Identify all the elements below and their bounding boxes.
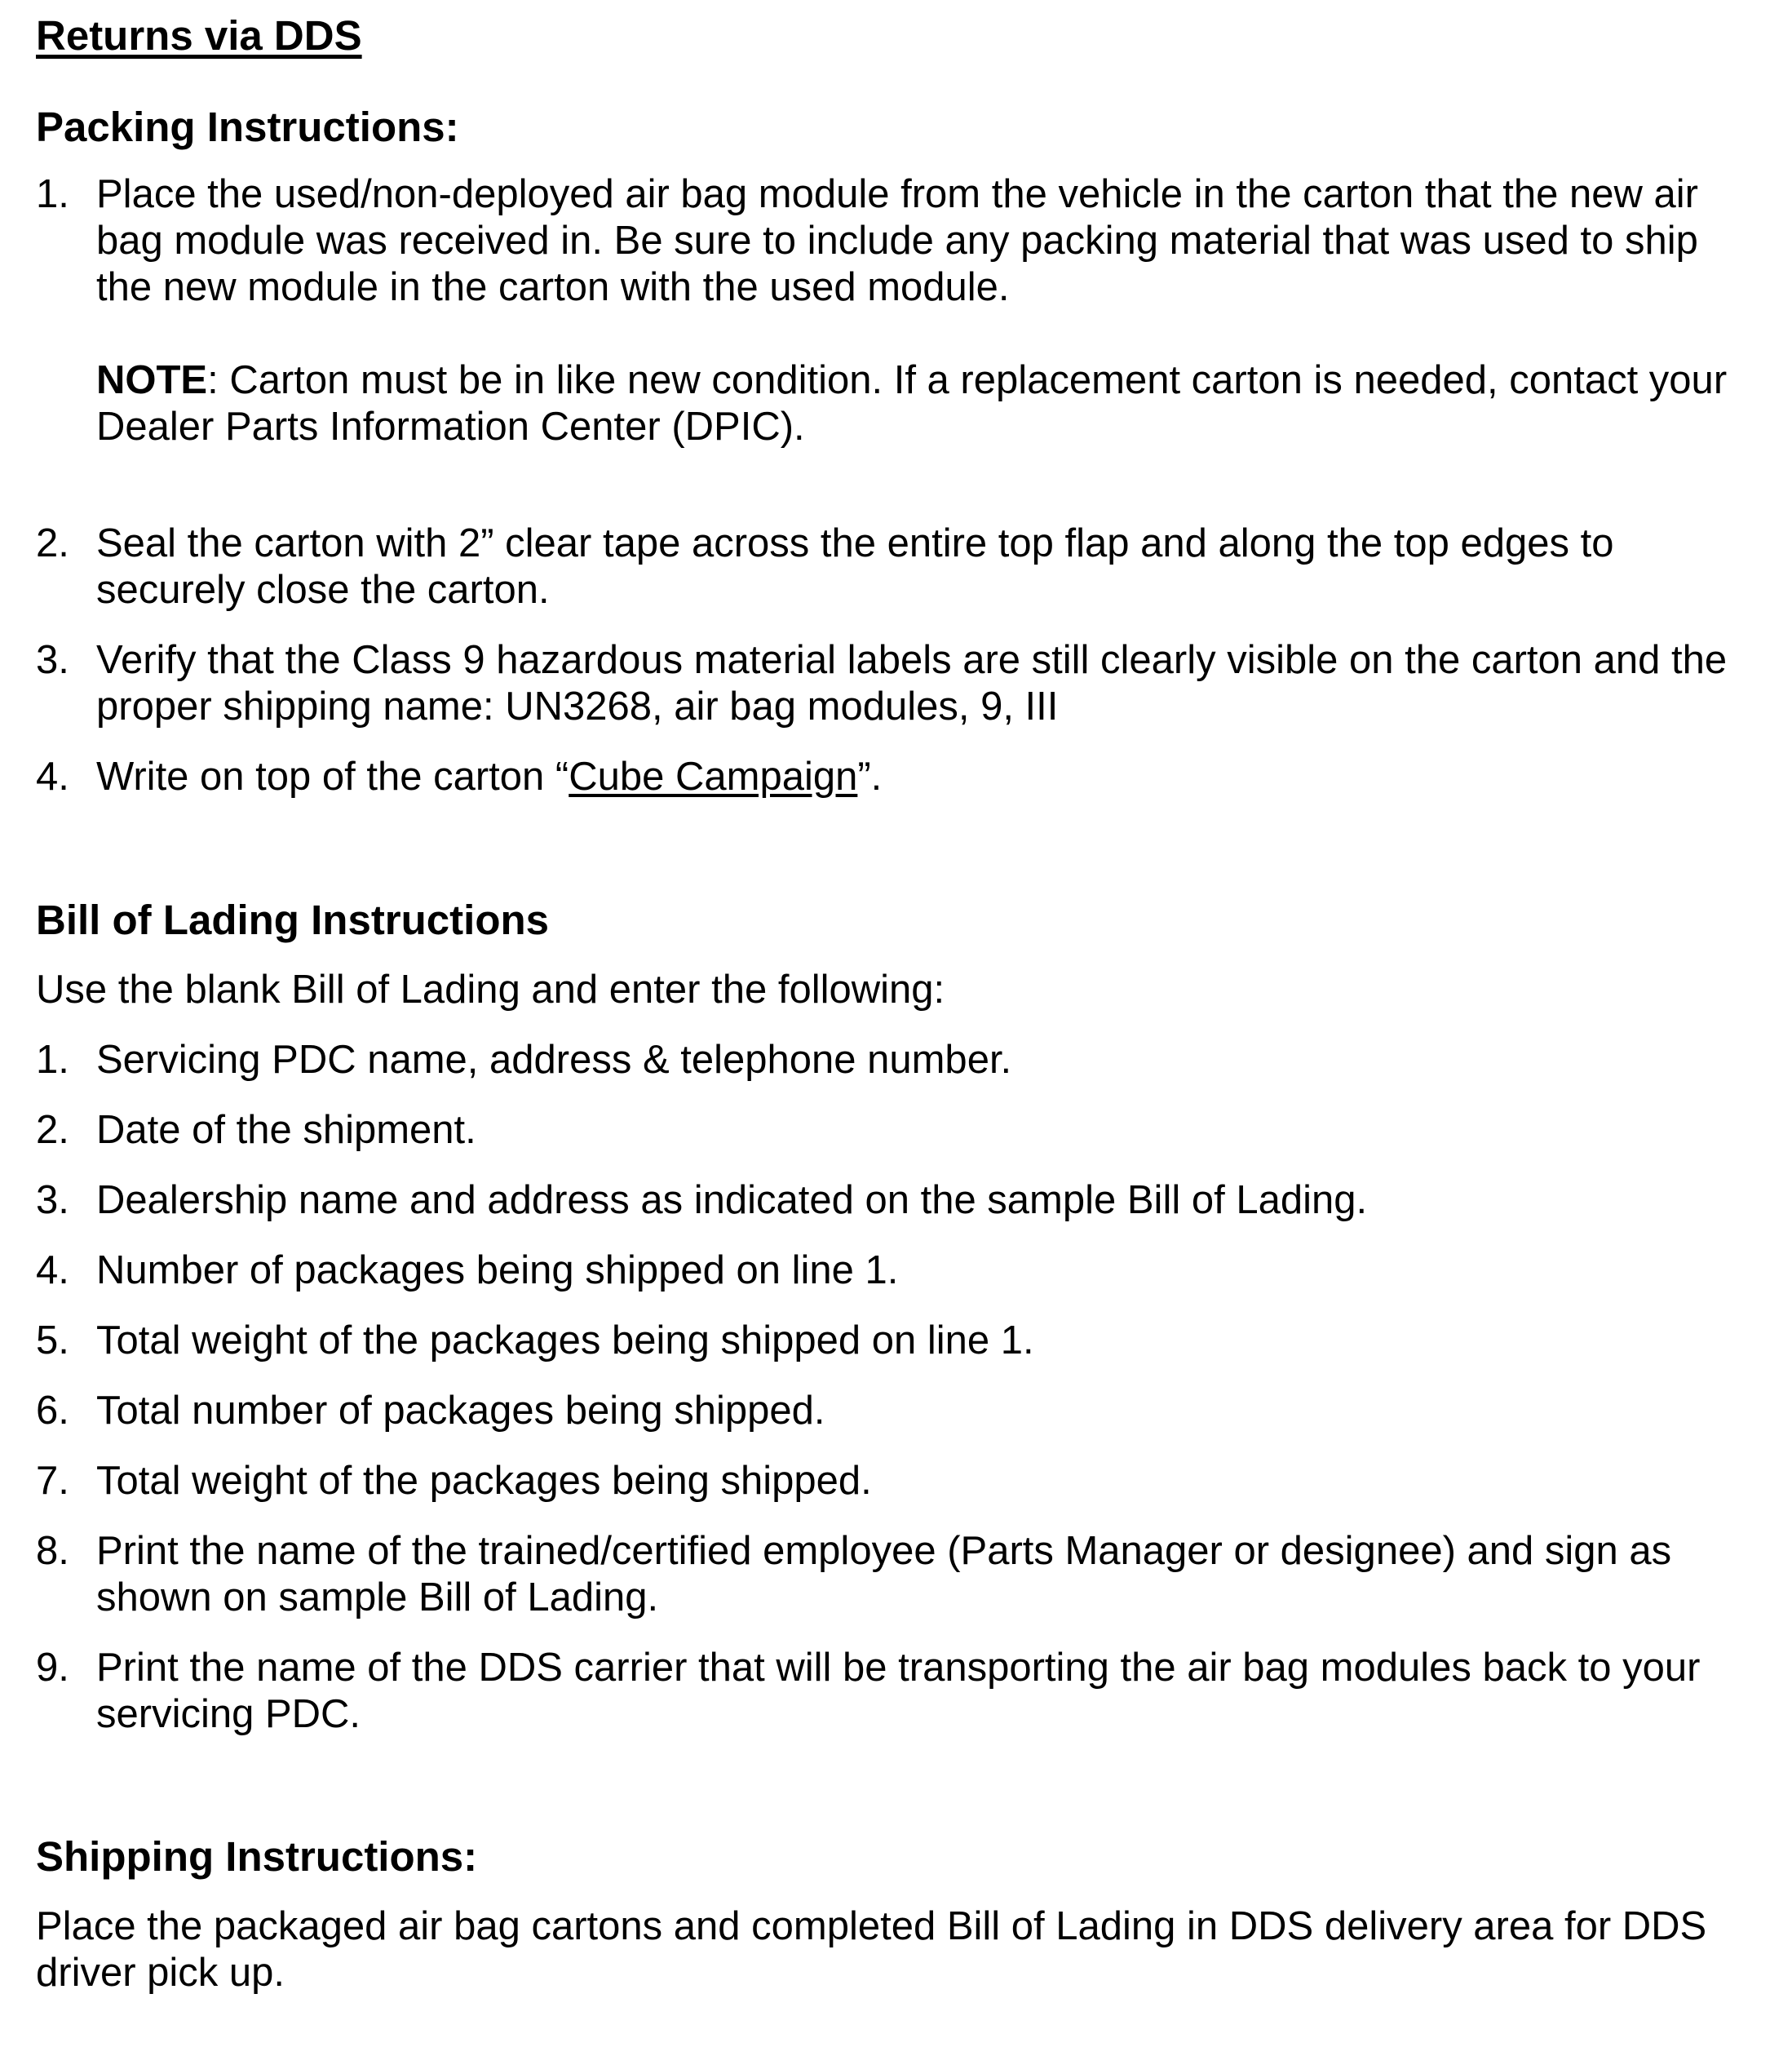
packing-step-4: [36, 754, 1757, 800]
step-text-before: Write on top of the carton “: [96, 755, 569, 799]
step-number: 8.: [36, 1529, 69, 1573]
bol-step-3: [36, 1177, 1757, 1224]
document-page: [36, 11, 1757, 1996]
step-number: 1.: [36, 172, 69, 216]
step-number: 2.: [36, 1108, 69, 1152]
step-text: Number of packages being shipped on line 1.: [96, 1248, 899, 1292]
shipping-text: Place the packaged air bag cartons and completed Bill of Lading in DDS delivery area for DDS driver pick up.: [36, 1904, 1707, 1995]
bill-of-lading-heading: Bill of Lading Instructions: [36, 897, 549, 943]
bill-of-lading-steps: [36, 1037, 1757, 1738]
step-number: 1.: [36, 1038, 69, 1082]
bol-step-6: [36, 1388, 1757, 1434]
step-number: 4.: [36, 1248, 69, 1292]
step-text: Print the name of the trained/certified employee (Parts Manager or designee) and sign as shown on sample Bill of Lading.: [96, 1529, 1672, 1619]
step-text: Date of the shipment.: [96, 1108, 476, 1152]
packing-step-3: [36, 637, 1757, 730]
packing-note: [96, 357, 1757, 450]
step-text-after: ”.: [857, 755, 883, 799]
step-number: 9.: [36, 1646, 69, 1690]
step-text: [96, 754, 1757, 800]
step-number: 2.: [36, 521, 69, 565]
packing-step-2: [36, 521, 1757, 614]
note-text: : Carton must be in like new condition. If a replacement carton is needed, contact your Dealer Parts Information Center (DPIC).: [96, 358, 1728, 449]
step-text: Servicing PDC name, address & telephone number.: [96, 1038, 1012, 1082]
step-text: Verify that the Class 9 hazardous material labels are still clearly visible on the carton and the proper shipping name: UN3268, air bag modules, 9, III: [96, 638, 1728, 729]
cube-campaign-text: Cube Campaign: [569, 755, 858, 799]
step-number: 4.: [36, 755, 69, 799]
shipping-heading: Shipping Instructions:: [36, 1833, 478, 1880]
step-number: 7.: [36, 1459, 69, 1503]
step-text: Total number of packages being shipped.: [96, 1389, 825, 1433]
packing-heading: Packing Instructions:: [36, 104, 459, 150]
bol-step-1: [36, 1037, 1757, 1083]
bol-step-7: [36, 1458, 1757, 1504]
step-number: 3.: [36, 1178, 69, 1222]
bol-step-8: [36, 1528, 1757, 1621]
step-text: Place the used/non-deployed air bag module from the vehicle in the carton that the new air bag module was received in. Be sure to include any packing material that was used to ship the new module in the carton with the used module.: [96, 172, 1698, 309]
step-text: Seal the carton with 2” clear tape across the entire top flap and along the top edges to securely close the carton.: [96, 521, 1614, 612]
bol-step-5: [36, 1318, 1757, 1364]
packing-steps: [36, 171, 1757, 800]
step-number: 6.: [36, 1389, 69, 1433]
note-label: NOTE: [96, 358, 208, 402]
document-title: Returns via DDS: [36, 12, 362, 59]
packing-step-1: [36, 171, 1757, 450]
step-text: Total weight of the packages being shipped.: [96, 1459, 872, 1503]
step-text: Dealership name and address as indicated on the sample Bill of Lading.: [96, 1178, 1368, 1222]
bol-step-9: [36, 1645, 1757, 1738]
step-number: 5.: [36, 1318, 69, 1362]
step-text: Total weight of the packages being shipped on line 1.: [96, 1318, 1034, 1362]
step-text: Print the name of the DDS carrier that will be transporting the air bag modules back to your servicing PDC.: [96, 1646, 1701, 1736]
step-number: 3.: [36, 638, 69, 682]
bol-step-2: [36, 1107, 1757, 1154]
bill-of-lading-intro: Use the blank Bill of Lading and enter the following:: [36, 968, 945, 1012]
bol-step-4: [36, 1247, 1757, 1294]
